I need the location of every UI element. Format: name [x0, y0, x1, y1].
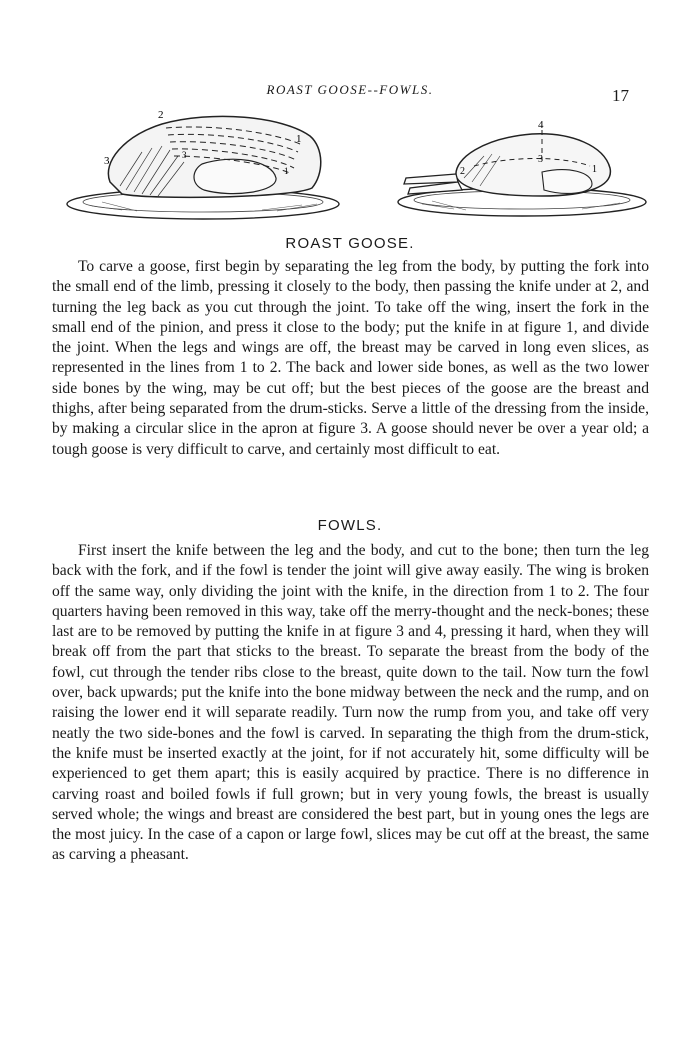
roast-goose-paragraph: To carve a goose, first begin by separating the leg from the body, by putting the fork into the small end of the limb, pressing it closely to the body, then passing the knife under at 2, and turning the leg back as you cut through the joint. To take off the wing, insert the fork in the small end of the pinion, and press it close to the body; put the knife in at figure 1, and divide the joint. When the legs and wings are off, the breast may be carved in long even slices, as represented in the lines from 1 to 2. The back and lower side bones, as well as the two lower side bones by the wing, may be cut off; but the best pieces of the goose are the breast and thighs, after being separated from the drum-sticks. Serve a little of the dressing from the inside, by making a circular slice in the apron at figure 3. A goose should never be over a year old; a tough goose is very difficult to carve, and certainly most difficult to eat.	[52, 258, 649, 458]
roast-goose-illustration	[62, 102, 344, 224]
goose-figure-label: 3	[182, 150, 187, 160]
page-number: 17	[612, 86, 629, 105]
fowl-figure-label: 4	[538, 119, 544, 131]
fowls-heading: FOWLS.	[317, 517, 383, 534]
goose-figure-label: 3	[104, 155, 110, 167]
fowl-figure-label: 2	[460, 166, 465, 177]
running-head: ROAST GOOSE--FOWLS.	[266, 82, 434, 97]
roast-goose-heading: ROAST GOOSE.	[285, 235, 415, 252]
fowls-paragraph: First insert the knife between the leg and the body, and cut to the bone; then turn the leg back with the fork, and if the fowl is tender the joint will give away easily. The wing is broken off the same way, only dividing the joint with the knife, in the direction from 1 to 2. The four quarters having been removed in this way, take off the merry-thought and the neck-bones; these last are to be removed by putting the knife in at figure 3 and 4, pressing it hard, when they will break off from the part that sticks to the breast. To separate the breast from the body of the fowl, cut through the tender ribs close to the breast, quite down to the tail. Now turn the fowl over, back upwards; put the knife into the bone midway between the neck and the rump, and on raising the lower end it will separate readily. Turn now the rump from you, and take off very neatly the two side-bones and the fowl is carved. In separating the thigh from the drum-stick, the knife must be inserted exactly at the joint, for if not accurately hit, some difficulty will be experienced to get them apart; this is easily acquired by practice. There is no difference in carving roast and boiled fowls if full grown; but in very young fowls, the breast is usually served whole; the wings and breast are considered the best part, but in young ones the legs are the most juicy. In the case of a capon or large fowl, slices may be cut off at the breast, the same as carving a pheasant.	[52, 542, 649, 864]
goose-figure-label: 1	[296, 133, 302, 145]
fowl-figure-label: 3	[538, 154, 543, 165]
goose-figure-label: 1	[284, 166, 289, 176]
goose-figure-label: 2	[158, 109, 164, 121]
fowl-illustration	[392, 116, 652, 222]
fowl-figure-label: 1	[592, 164, 597, 175]
